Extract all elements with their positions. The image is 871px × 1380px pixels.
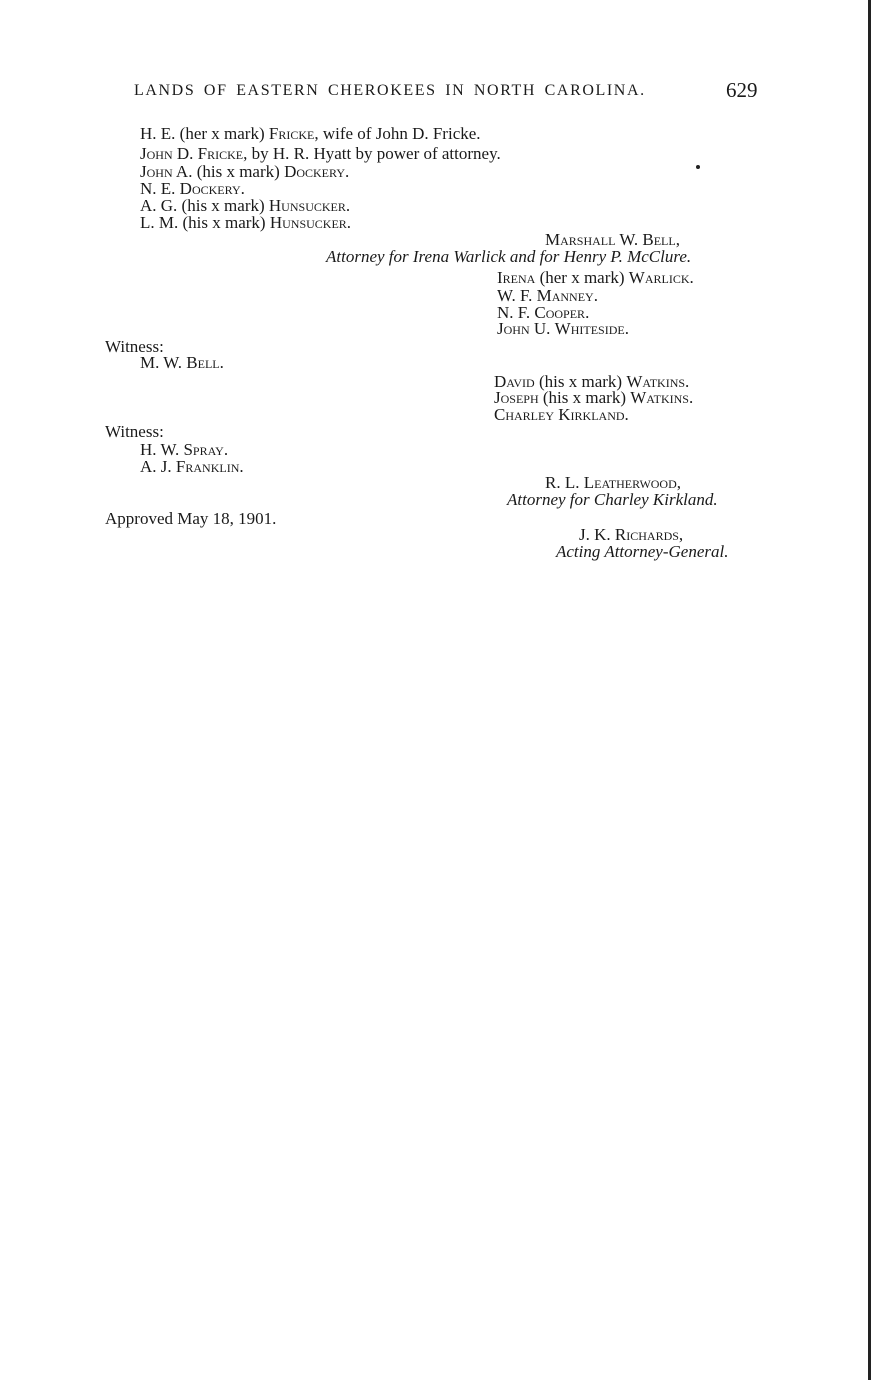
- signer-line: John A. (his x mark) Dockery.: [140, 162, 350, 181]
- signer-line: David (his x mark) Watkins.: [494, 372, 690, 391]
- witness-name: H. W. Spray.: [140, 440, 229, 459]
- signer-line: H. E. (her x mark) Fricke, wife of John D. Fricke.: [140, 124, 481, 143]
- signer-line: A. G. (his x mark) Hunsucker.: [140, 196, 351, 215]
- witness-name: A. J. Franklin.: [140, 457, 244, 476]
- attorney-name: R. L. Leatherwood,: [545, 473, 682, 492]
- attorney-title: Attorney for Charley Kirkland.: [507, 490, 718, 509]
- ink-speck: [696, 165, 700, 169]
- page-number: 629: [726, 78, 758, 102]
- signer-line: John U. Whiteside.: [497, 319, 629, 338]
- witness-label: Witness:: [105, 422, 164, 441]
- approval-line: Approved May 18, 1901.: [105, 509, 277, 528]
- signer-line: Charley Kirkland.: [494, 405, 629, 424]
- signer-line: N. E. Dockery.: [140, 179, 245, 198]
- signer-line: Joseph (his x mark) Watkins.: [494, 388, 694, 407]
- witness-label: Witness:: [105, 337, 164, 356]
- signer-line: W. F. Manney.: [497, 286, 598, 305]
- signer-line: Irena (her x mark) Warlick.: [497, 268, 694, 287]
- signer-line: John D. Fricke, by H. R. Hyatt by power of attorney.: [140, 144, 501, 163]
- witness-name: M. W. Bell.: [140, 353, 224, 372]
- running-header: LANDS OF EASTERN CHEROKEES IN NORTH CAROLINA.: [134, 82, 646, 99]
- signer-line: L. M. (his x mark) Hunsucker.: [140, 213, 352, 232]
- signer-line: N. F. Cooper.: [497, 303, 590, 322]
- attorney-title: Attorney for Irena Warlick and for Henry P. McClure.: [326, 247, 692, 266]
- attorney-general-name: J. K. Richards,: [579, 525, 684, 544]
- attorney-name: Marshall W. Bell,: [545, 230, 680, 249]
- attorney-general-title: Acting Attorney-General.: [556, 542, 729, 561]
